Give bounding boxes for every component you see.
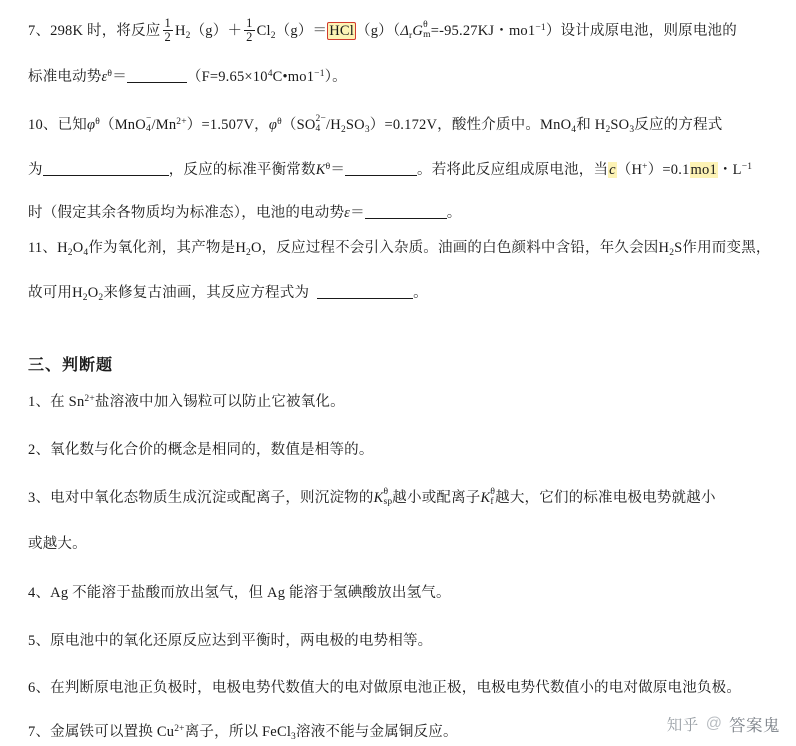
symbol-phi-2: φ <box>268 117 278 133</box>
question-7-number: 7、 <box>28 22 51 39</box>
symbol-concentration: c <box>609 161 616 178</box>
judgement-6-number: 6、 <box>28 680 51 696</box>
question-10 <box>28 115 752 224</box>
question-7-line-1: 7、298K 时，将反应 $\frac{1}{2}$ $H_2(g)+$ $\frac{1}{2}$ $Cl_2(g)=$ HCl $(g)(\Delta_rG$ θ m =-95.27KJ・$mo1^{-1}$）设计成原电池，则原电池的 <box>28 16 737 45</box>
question-11-number: 11、 <box>28 240 58 256</box>
judgement-3-line-1: 3、电对中氧化态物质生成沉淀或配离子，则沉淀物的K θ sp 越小或配离子K θ f 越大，它们的标准电极电势就越小 <box>28 487 716 507</box>
answer-blank[interactable] <box>345 175 417 176</box>
formula-cl2: Cl <box>256 22 271 39</box>
symbol-kf: K <box>480 490 491 506</box>
judgement-4-number: 4、 <box>28 585 51 601</box>
question-10-line-2: 为 ，反应的标准平衡常数$K^\theta=$ 。若将此反应组成原电池，当c（H+）=0.1mo1・$L^{-1}$ <box>28 161 753 178</box>
zhihu-logo: 知乎 <box>666 717 699 734</box>
judgement-item-6: 6、在判断原电池正负极时，电极电势代数值大的电对做原电池正极，电极电势代数值小的电对做原电池负极。 <box>28 680 742 696</box>
symbol-k: K <box>315 161 326 178</box>
watermark-separator: @ <box>705 715 722 732</box>
answer-blank[interactable] <box>365 218 447 219</box>
question-10-line-1: 10、已知$\varphi^\theta(MnO$ − 4 $/Mn^{2+})=1.507V$，$\varphi^\theta(SO$ 2− 4 $/H_2SO_3)=0.172V$，酸性介质中。MnO$_4$和 $H_2SO_3$反应的方程式 <box>28 114 723 136</box>
question-7-text-a: 298K 时，将反应 <box>50 22 161 39</box>
formula-h2: H <box>174 22 186 39</box>
question-7-value: =-95.27KJ・ <box>430 22 509 39</box>
symbol-emf: ε <box>344 204 351 221</box>
question-7 <box>28 18 737 88</box>
symbol-delta: Δ <box>400 22 410 39</box>
section-title: 三、判断题 <box>28 357 114 374</box>
judgement-1-number: 1、 <box>28 394 51 410</box>
watermark-author: 答案鬼 <box>729 717 780 735</box>
answer-blank[interactable] <box>43 175 169 176</box>
question-11-line-2: 故可用$H_2O_2$来修复古油画，其反应方程式为 。 <box>28 284 428 303</box>
symbol-gibbs: G <box>412 22 424 39</box>
symbol-emf: ε <box>101 69 108 86</box>
question-11 <box>28 238 771 306</box>
judgement-item-4: 4、Ag 不能溶于盐酸而放出氢气，但 Ag 能溶于氢碘酸放出氢气。 <box>28 585 451 601</box>
judgement-7-number: 7、 <box>28 724 51 740</box>
question-11-line-1: 11、$H_2O_4$作为氧化剂，其产物是$H_2O$，反应过程不会引入杂质。油画的白色颜料中含铅，年久会因$H_2S$作用而变黑， <box>28 240 771 259</box>
judgement-item-5: 5、原电池中的氧化还原反应达到平衡时，两电极的电势相等。 <box>28 633 433 649</box>
judgement-5-number: 5、 <box>28 633 51 649</box>
question-10-number: 10、 <box>28 117 58 133</box>
fraction-half-1: $\frac{1}{2}$ <box>164 16 171 45</box>
judgement-item-7: 7、金属铁可以置换 $Cu^{2+}$离子，所以 FeCl$_3$溶液不能与金属铜反应。 <box>28 724 458 743</box>
formula-hcl-highlight: HCl <box>329 22 355 39</box>
judgement-3-number: 3、 <box>28 490 51 506</box>
judgement-3-line-2: 或越大。 <box>28 536 87 553</box>
answer-blank[interactable] <box>127 82 187 83</box>
answer-blank[interactable] <box>317 298 413 299</box>
judgement-item-2: 2、氧化数与化合价的概念是相同的，数值是相等的。 <box>28 442 374 458</box>
fraction-half-2: $\frac{1}{2}$ <box>246 16 253 45</box>
question-10-line-3: 时（假定其余各物质均为标准态），电池的电动势ε＝ 。 <box>28 204 462 221</box>
judgement-item-1: 1、在 $Sn^{2+}$盐溶液中加入锡粒可以防止它被氧化。 <box>28 394 345 410</box>
watermark <box>667 712 780 736</box>
judgement-item-3 <box>28 488 716 555</box>
symbol-ksp: K <box>373 490 384 506</box>
judgement-2-number: 2、 <box>28 442 51 458</box>
symbol-phi-1: φ <box>87 117 96 133</box>
question-7-line-2: 标准电动势$\varepsilon^\theta=$ $(F=9.65\times 10^4C•mo1^{-1})$。 <box>28 69 347 86</box>
